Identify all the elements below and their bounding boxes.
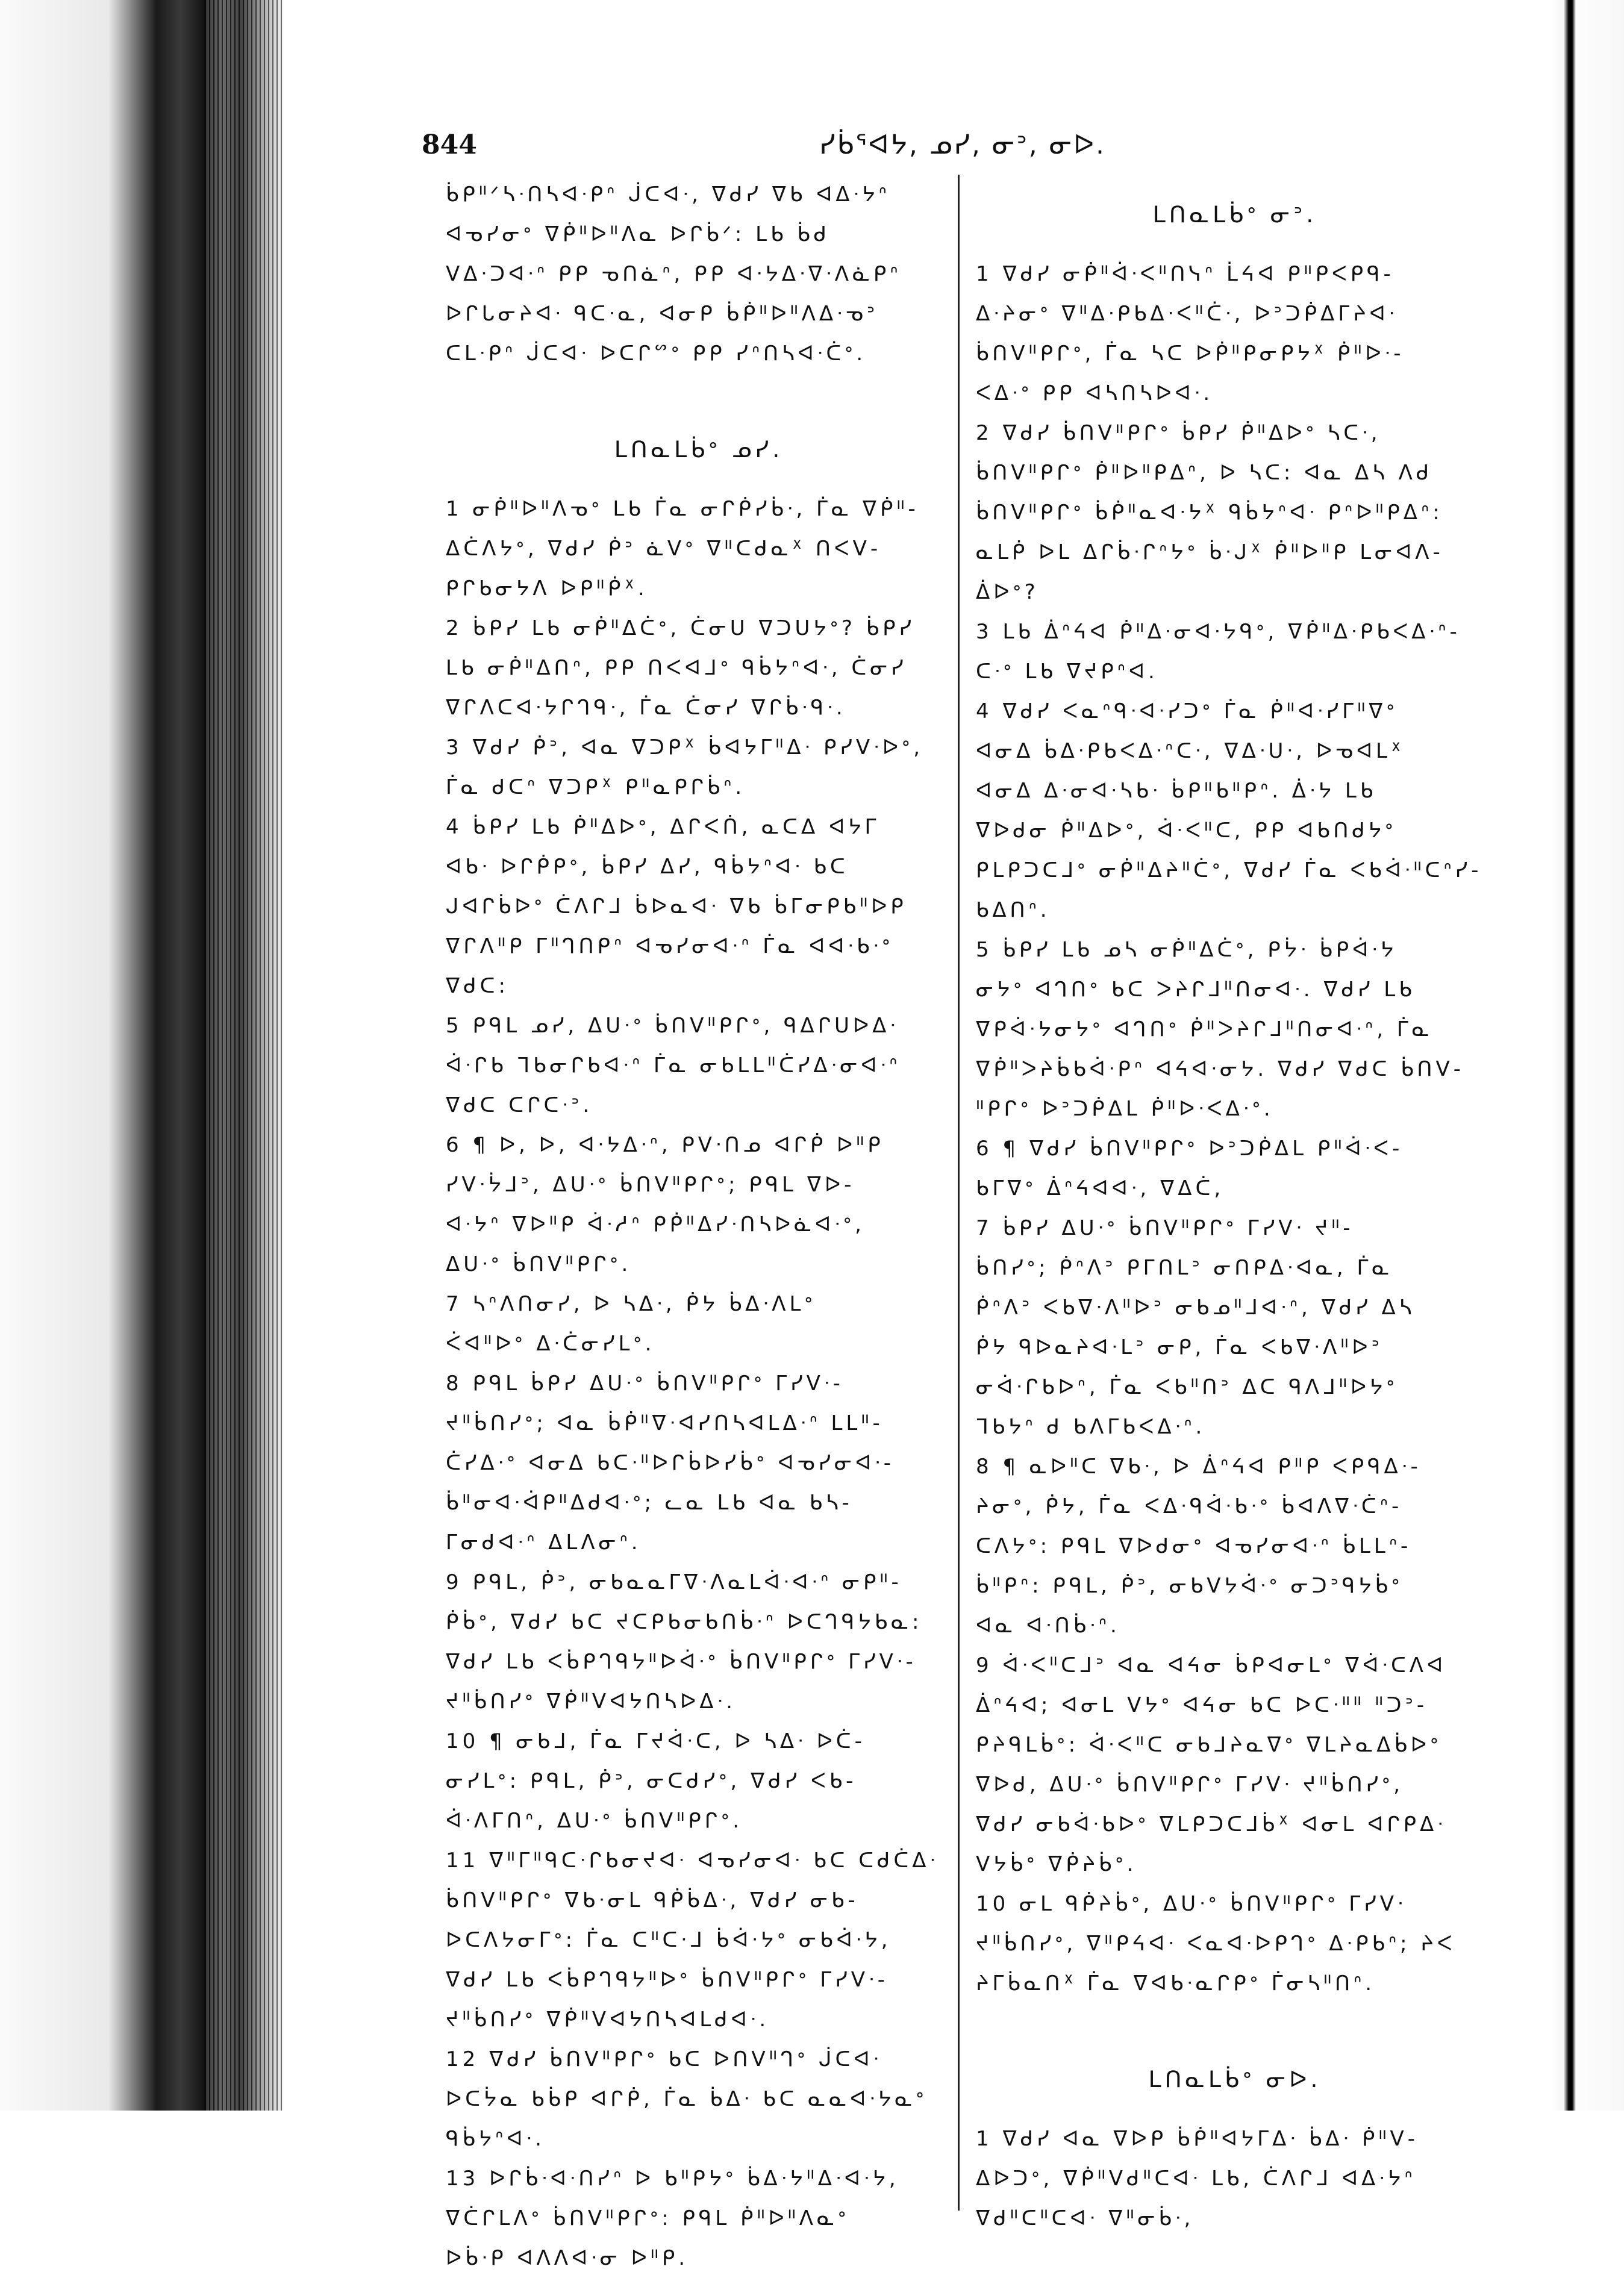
- verse: [976, 1129, 1494, 1208]
- verse-line: 1 ᐁᑯᓯ ᐊᓇ ᐁᐅᑭ ᑳᑮᐦᐊᔭᒥᐃᐧ ᑳᐃᐧ ᑮᐦᐯ-: [976, 2127, 1419, 2151]
- verse-line: ᐁᑭᐋᐧᔭᓂᔭᐤ ᐊᒉᑎᐤ ᑮᐦᐳᔨᒋᒧᐦᑎᓂᐊᐧᐢ, ᒦᓇ: [976, 1017, 1433, 1041]
- verse-line: 13 ᐅᒋᑳᐧᐊᐧᑎᓯᐢ ᐅ ᑲᐦᑭᔭᐤ ᑳᐃᐧᔭᐦᐃᐧᐊᐧᔭ,: [446, 2167, 899, 2191]
- verse-line: ᐅᑕᔮᓇ ᑲᑳᑭ ᐊᒋᑮ, ᒦᓇ ᑳᐃᐧ ᑲᑕ ᓇᓇᐊᐧᔭᓇᐤ: [446, 2087, 928, 2111]
- facing-page-edge: [1552, 0, 1624, 2111]
- verse-line: ᐅᑳᐧᑭ ᐊᐱᐱᐊᐧᓂ ᐅᐦᑭ.: [446, 2246, 689, 2270]
- verse-line: ᐁᑯᑕ:: [446, 974, 509, 998]
- verse-line: 4 ᐁᑯᓯ ᐸᓇᐢᑫᐧᐊᐧᓯᑐᐤ ᒦᓇ ᑮᐦᐊᐧᓯᒥᐦᐁᐤ: [976, 699, 1398, 723]
- verse-line: ᑳᑎᐯᐦᑭᒋᐤ ᐁᑲᐧᓂᒪ ᑫᑮᑳᐃᐧ, ᐁᑯᓯ ᓂᑲ-: [446, 1888, 859, 1912]
- verse-line: ᑖᓯᐃᐧᐤ ᐊᓂᐃ ᑲᑕᐧᐦᐅᒋᑳᐅᓯᑳᐤ ᐊᓀᓯᓂᐊᐧ-: [446, 1451, 895, 1475]
- verse-line: ᐋᐧᐱᒥᑎᐢ, ᐃᑌᐧᐤ ᑳᑎᐯᐦᑭᒋᐤ.: [446, 1809, 743, 1833]
- verse-line: ᓂᓯᒪᐤ: ᑭᑫᒪ, ᑮᐣ, ᓂᑕᑯᓯᐤ, ᐁᑯᓯ ᐸᑲ-: [446, 1769, 857, 1793]
- verse-line: 5 ᑭᑫᒪ ᓄᓯ, ᐃᑌᐧᐤ ᑳᑎᐯᐦᑭᒋᐤ, ᑫᐃᒋᑌᐅᐃᐧ: [446, 1014, 899, 1038]
- verse-line: ᐃᐅᑐᐤ, ᐁᑮᐦᐯᑯᐦᑕᐊᐧ ᒪᑲ, ᑖᐱᒋᒧ ᐊᐃᐧᔭᐢ: [976, 2167, 1416, 2191]
- verse-line: ᑮᑳᐤ, ᐁᑯᓯ ᑲᑕ ᔪᑕᑭᑲᓂᑲᑎᑳᐧᐢ ᐅᑕᒉᑫᔭᑲᓇ:: [446, 1610, 923, 1634]
- verse: [976, 612, 1494, 691]
- verse-line: ᑳᐦᑭᐢ: ᑭᑫᒪ, ᑮᐣ, ᓂᑲᐯᔭᐋᐧᐤ ᓂᑐᐣᑫᔭᑳᐤ: [976, 1574, 1404, 1598]
- verse-line: ᒍᐊᒋᑳᐅᐤ ᑖᐱᒋᒧ ᑳᐅᓇᐊᐧ ᐁᑲ ᑳᒥᓂᑭᑲᐦᐅᑭ: [446, 894, 907, 919]
- verse-line: ᐃᐧᔨᓂᐤ ᐁᐦᐃᐧᑭᑲᐃᐧᐸᐦᑖᐧ, ᐅᐣᑐᑮᐃᒥᔨᐊᐧ: [976, 302, 1398, 326]
- verse-line: 9 ᐋᐧᐸᐦᑕᒧᐣ ᐊᓇ ᐊᔦᓂ ᑳᑭᐊᓂᒪᐤ ᐁᐋᐧᑕᐱᐊ: [976, 1653, 1447, 1677]
- verse-line: ᐁᐅᑯᓂ ᑮᐦᐃᐅᐤ, ᐋᐧᐸᐦᑕ, ᑭᑭ ᐊᑲᑎᑯᔭᐤ: [976, 819, 1397, 843]
- left-column: [446, 175, 952, 2278]
- verse: [446, 807, 952, 1006]
- verse-line: 8 ᑭᑫᒪ ᑳᑭᓯ ᐃᑌᐧᐤ ᑳᑎᐯᐦᑭᒋᐤ ᒥᓯᐯᐧ-: [446, 1371, 844, 1396]
- verse: [976, 1208, 1494, 1447]
- verse-line: 2 ᑳᑭᓯ ᒪᑲ ᓂᑮᐦᐃᑖᐤ, ᑖᓂᑌ ᐁᑐᑌᔭᐤ? ᑳᑭᓯ: [446, 616, 916, 640]
- verse: [976, 930, 1494, 1129]
- verse-line: ᐅᑕᐱᔭᓂᒥᐤ: ᒦᓇ ᑕᐦᑕᐧᒧ ᑳᐋᐧᔭᐤ ᓂᑲᐋᐧᔭ,: [446, 1928, 892, 1952]
- verse-line: ᑳᑎᐯᐦᑭᒋᐤ ᑳᑮᐦᓇᐊᐧᔭᕽ ᑫᑳᔭᐢᐊᐧ ᑭᐢᐅᐦᑭᐃᐢ:: [976, 501, 1443, 525]
- verse: [446, 2039, 952, 2159]
- verse: [446, 1125, 952, 1284]
- verse-line: 12 ᐁᑯᓯ ᑳᑎᐯᐦᑭᒋᐤ ᑲᑕ ᐅᑎᐯᐦᒉᐤ ᒎᑕᐊᐧ: [446, 2047, 882, 2071]
- verse-line: ᐊᓂᐃ ᐃᐧᓂᐊᐧᓴᑲᐧ ᑳᑭᐦᑲᐦᑭᐢ. ᐄᐧᔭ ᒪᑲ: [976, 779, 1377, 803]
- verse: [446, 1284, 952, 1364]
- verse-line: ᑲᐃᑎᐢ.: [976, 898, 1051, 922]
- verse: [976, 413, 1494, 612]
- verse-line: ᑳᐦᓂᐊᐧᐋᑭᐦᐃᑯᐊᐧᐤ; ᓚᓇ ᒪᑲ ᐊᓇ ᑲᓴ-: [446, 1491, 853, 1515]
- right-column: [976, 175, 1494, 2238]
- verse-line: ᐁᑯᐦᑕᐦᑕᐊᐧ ᐁᐦᓂᑳᐧ,: [976, 2206, 1195, 2230]
- verse-line: ᐊᓇ ᐊᐧᑎᑳᐧᐢ.: [976, 1614, 1120, 1638]
- verse-line: ᐯᔭᑳᐤ ᐁᑮᔨᑳᐤ.: [976, 1852, 1137, 1876]
- verse-line: ᑮᔭ ᑫᐅᓇᔨᐊᐧᒪᐣ ᓂᑭ, ᒦᓇ ᐸᑲᐁᐧᐱᐦᐅᐣ: [976, 1335, 1383, 1359]
- verse-line: ᒥᓂᑯᐊᐧᐢ ᐃᒪᐱᓂᐢ.: [446, 1531, 642, 1555]
- verse-line: ᑳᑎᐯᐦᑭᒋᐤ, ᒦᓇ ᓴᑕ ᐅᑮᐦᑭᓂᑭᔭᕽ ᑮᐦᐅᐧ-: [976, 342, 1405, 366]
- verse: [446, 1562, 952, 1721]
- verse-line: 5 ᑳᑭᓯ ᒪᑲ ᓄᓴ ᓂᑮᐦᐃᑖᐤ, ᑭᔮᐧ ᑳᑭᐋᐧᔭ: [976, 938, 1398, 962]
- verse-line: ᐁᑯᓯ ᒪᑲ ᐸᑳᑭᒉᑫᔭᐦᐅᐤ ᑳᑎᐯᐦᑭᒋᐤ ᒥᓯᐯᐧ-: [446, 1968, 889, 1992]
- verse-line: ᐁᑯᓯ ᒪᑲ ᐸᑳᑭᒉᑫᔭᐦᐅᐋᐧᐤ ᑳᑎᐯᐦᑭᒋᐤ ᒥᓯᐯᐧ-: [446, 1650, 917, 1674]
- verse-line: 8 ¶ ᓇᐅᐦᑕ ᐁᑲᐧ, ᐅ ᐄᐢᔦᐊ ᑭᐦᑭ ᐸᑭᑫᐃᐧ-: [976, 1455, 1422, 1479]
- verse-line: ᒦᓇ ᑯᑕᐢ ᐁᑐᑭᕽ ᑭᐦᓇᑭᒋᑳᐢ.: [446, 775, 746, 799]
- verse-line: ᐹᐊᐦᐅᐤ ᐃᐧᑖᓂᓯᒪᐤ.: [446, 1332, 655, 1356]
- verse-line: ᐊᐧᔭᐢ ᐁᐅᐦᑭ ᐋᐧᓱᐢ ᑭᑮᐦᐃᓯᐧᑎᓴᐅᓈᐊᐧᐤ,: [446, 1212, 865, 1237]
- verse-line: ᑭᔨᑫᒪᑳᐤ: ᐋᐧᐸᐦᑕ ᓂᑲᒧᔨᓇᐁᐤ ᐁᒪᔨᓇᐃᑳᐅᐤ: [976, 1733, 1442, 1757]
- verse-line: 11 ᐁᐦᒥᐦᑫᑕᐧᒋᑲᓂᔪᐊᐧ ᐊᓀᓯᓂᐊᐧ ᑲᑕ ᑕᑯᑖᐃᐧ: [446, 1849, 939, 1873]
- verse-line: ᑭᒪᑭᑐᑕᒧᐤ ᓂᑮᐦᐃᔨᐦᑖᐤ, ᐁᑯᓯ ᒦᓇ ᐸᑲᐋᐧᐦᑕᐢᓯ-: [976, 858, 1482, 882]
- verse-line: ᑕᐱᔭᐤ: ᑭᑫᒪ ᐁᐅᑯᓂᐤ ᐊᓀᓯᓂᐊᐧᐢ ᑳᒪᒪᐢ-: [976, 1534, 1412, 1558]
- verse: [976, 2119, 1494, 2238]
- verse-line: ᒪᑲ ᓂᑮᐦᐃᑎᐢ, ᑭᑭ ᑎᐸᐊᒧᐤ ᑫᑳᔭᐢᐊᐧ, ᑖᓂᓯ: [446, 656, 907, 680]
- verse-line: 1 ᐁᑯᓯ ᓂᑮᐦᐋᐧᐸᐦᑎᓭᐢ ᒫᔦᐊ ᑭᐦᑭᐸᑭᑫ-: [976, 262, 1394, 286]
- verse-line: 10 ¶ ᓂᑲᒧ, ᒦᓇ ᒥᔪᐋᐧᑕ, ᐅ ᓴᐃᐧ ᐅᑖ-: [446, 1729, 866, 1753]
- verse-line: ᐊᑲᐧ ᐅᒋᑮᑭᐤ, ᑳᑭᓯ ᐃᓯ, ᑫᑳᔭᐢᐊᐧ ᑲᑕ: [446, 855, 849, 879]
- intro-line: ᐅᒋᒐᓂᔨᐊᐧ ᑫᑕᐧᓇ, ᐊᓂᑭ ᑳᑮᐦᐅᐦᐱᐃᐧᓀᐣ: [446, 302, 879, 326]
- verse: [446, 1841, 952, 2039]
- verse-line: ᑭᒋᑲᓂᔭᐱ ᐅᑭᐦᑮᕽ.: [446, 576, 648, 601]
- verse-line: ᑫᑳᔭᐢᐊᐧ.: [446, 2127, 545, 2151]
- verse-line: 10 ᓂᒪ ᑫᑮᔨᑳᐤ, ᐃᑌᐧᐤ ᑳᑎᐯᐦᑭᒋᐤ ᒥᓯᐯᐧ: [976, 1892, 1407, 1916]
- verse-line: ᔪᐦᑳᑎᓯᐤ ᐁᑮᐦᐯᐊᔭᑎᓴᐊᒪᑯᐊᐧ.: [446, 2008, 770, 2032]
- verse-line: ᐁᒋᐱᐦᑭ ᒥᐦᒉᑎᑭᐢ ᐊᓀᓯᓂᐊᐧᐢ ᒦᓇ ᐊᐊᐧᑲᐧᐤ: [446, 934, 894, 958]
- verse-line: ᐄᐢᔦᐊ; ᐊᓂᒪ ᐯᔭᐤ ᐊᔦᓂ ᑲᑕ ᐅᑕᐧᐦᐦ ᐦᑐᐣ-: [976, 1693, 1428, 1717]
- verse-line: 3 ᒪᑲ ᐄᐢᔦᐊ ᑮᐦᐃᐧᓂᐊᐧᔭᑫᐤ, ᐁᑮᐦᐃᐧᑭᑲᐸᐃᐧᐢ-: [976, 620, 1461, 644]
- chapter-heading: ᒪᑎᓇᒪᑳᐤ ᓂᐅ.: [1148, 2066, 1322, 2092]
- verse-line: ᔪᐦᑳᑎᓯᐤ ᐁᑮᐦᐯᐊᔭᑎᓴᐅᐃᐧ.: [446, 1690, 736, 1714]
- verse-line: ᑮᐢᐱᐣ ᐸᑲᐁᐧᐱᐦᐅᐣ ᓂᑲᓄᐦᒧᐊᐧᐢ, ᐁᑯᓯ ᐃᓴ: [976, 1296, 1416, 1320]
- verse-line: ᐁᒋᐱᑕᐊᐧᔭᒋᒉᑫᐧ, ᒦᓇ ᑖᓂᓯ ᐁᒋᑳᐧᑫᐧ.: [446, 696, 846, 720]
- verse-line: ᓯᐯᐧᔮᒧᐣ, ᐃᑌᐧᐤ ᑳᑎᐯᐦᑭᒋᐤ; ᑭᑫᒪ ᐁᐅ-: [446, 1173, 855, 1197]
- verse-line: ᐸᐃᐧᐤ ᑭᑭ ᐊᓴᑎᓴᐅᐊᐧ.: [976, 381, 1214, 405]
- verse-line: 4 ᑳᑭᓯ ᒪᑲ ᑮᐦᐃᐅᐤ, ᐃᒋᐸᑏ, ᓇᑕᐃ ᐊᔭᒥ: [446, 815, 880, 839]
- intro-line: ᐯᐃᐧᑐᐊᐧᐢ ᑭᑭ ᓀᑎᓈᐢ, ᑭᑭ ᐊᐧᔭᐃᐧᐁᐧᐱᓈᑭᐢ: [446, 262, 902, 286]
- verse-line: ᐁᑮᐦᐳᔨᑳᑲᐋᐧᑭᐢ ᐊᔦᐊᐧᓂᔭ. ᐁᑯᓯ ᐁᑯᑕ ᑳᑎᐯ-: [976, 1057, 1464, 1081]
- verse-line: 6 ¶ ᐅ, ᐅ, ᐊᐧᔭᐃᐧᐢ, ᑭᐯᐧᑎᓄ ᐊᒋᑮ ᐅᐦᑭ: [446, 1133, 884, 1157]
- verse: [446, 1721, 952, 1841]
- verse: [976, 1646, 1494, 1884]
- verse-line: ᔨᓂᐤ, ᑮᔭ, ᒦᓇ ᐸᐃᐧᑫᐋᐧᑲᐧᐤ ᑳᐊᐱᐁᐧᑖᐢ-: [976, 1494, 1403, 1518]
- verse: [446, 728, 952, 807]
- section-spacer: [446, 373, 952, 410]
- verse-line: ᔨᒥᑳᓇᑎᕽ ᒦᓇ ᐁᐊᑲᐧᓇᒋᑭᐤ ᒦᓂᓴᐦᑎᐢ.: [976, 1971, 1376, 1996]
- verse-line: 3 ᐁᑯᓯ ᑮᐣ, ᐊᓇ ᐁᑐᑭᕽ ᑳᐊᔭᒥᐦᐃᐧ ᑭᓯᐯᐧᐅᐤ,: [446, 735, 923, 760]
- intro-line: ᐊᓀᓯᓂᐤ ᐁᑮᐦᐅᐦᐱᓇ ᐅᒋᑳᐟ: ᒪᑲ ᑳᑯ: [446, 222, 830, 246]
- column-divider: [958, 175, 960, 2211]
- verse: [446, 2159, 952, 2278]
- verse-line: 7 ᑳᑭᓯ ᐃᑌᐧᐤ ᑳᑎᐯᐦᑭᒋᐤ ᒥᓯᐯᐧ ᔪᐦ-: [976, 1216, 1354, 1240]
- verse: [976, 254, 1494, 413]
- verse: [446, 1364, 952, 1562]
- verse-line: ᐃᑌᐧᐤ ᑳᑎᐯᐦᑭᒋᐤ.: [446, 1252, 632, 1276]
- verse-line: ᐦᑭᒋᐤ ᐅᐣᑐᑮᐃᒪ ᑮᐦᐅᐧᐸᐃᐧᐤ.: [976, 1097, 1274, 1121]
- verse-line: 6 ¶ ᐁᑯᓯ ᑳᑎᐯᐦᑭᒋᐤ ᐅᐣᑐᑮᐃᒪ ᑭᐦᐋᐧᐸ-: [976, 1137, 1404, 1161]
- section-spacer: [976, 2003, 1494, 2039]
- verse-line: ᐄᐅᐤ?: [976, 580, 1039, 604]
- verse-line: ᑳᑎᓯᐤ; ᑮᐢᐱᐣ ᑭᒥᑎᒪᐣ ᓂᑎᑭᐃᐧᐊᓇ, ᒦᓇ: [976, 1256, 1393, 1280]
- verse-line: ᐁᑯᑕ ᑕᒋᑕᐧᐣ.: [446, 1093, 593, 1117]
- verse-line: ᐁᑯᓯ ᓂᑲᐋᐧᑲᐅᐤ ᐁᒪᑭᑐᑕᒧᑳᕽ ᐊᓂᒪ ᐊᒋᑭᐃᐧ: [976, 1812, 1446, 1836]
- book-page: [283, 0, 1548, 2270]
- verse-line: ᐋᐧᒋᑲ ᒣᑲᓂᒋᑲᐊᐧᐢ ᒦᓇ ᓂᑲᒪᒪᐦᑖᓯᐃᐧᓂᐊᐧᐢ: [446, 1053, 901, 1078]
- verse-line: ᓂᔭᐤ ᐊᒉᑎᐤ ᑲᑕ ᐳᔨᒋᒧᐦᑎᓂᐊᐧ. ᐁᑯᓯ ᒪᑲ: [976, 978, 1416, 1002]
- verse: [976, 1884, 1494, 2003]
- verse-line: ᐃᑖᐱᔭᐤ, ᐁᑯᓯ ᑮᐣ ᓈᐯᐤ ᐁᐦᑕᑯᓇᕽ ᑎᐸᐯ-: [446, 537, 882, 561]
- intro-line: ᑳᑭᐦᐟᓴᐧᑎᓴᐊᐧᑭᐢ ᒎᑕᐊᐧ, ᐁᑯᓯ ᐁᑲ ᐊᐃᐧᔭᐢ: [446, 183, 890, 207]
- verse-line: ᑳᑎᐯᐦᑭᒋᐤ ᑮᐦᐅᐦᑭᐃᐢ, ᐅ ᓴᑕ: ᐊᓇ ᐃᓴ ᐱᑯ: [976, 461, 1433, 485]
- running-title: ᓯᑳᕐᐊᔭ, ᓄᓯ, ᓂᐣ, ᓂᐅ.: [819, 130, 1106, 160]
- verse-line: ᔪᐦᑳᑎᓯᐤ; ᐊᓇ ᑳᑮᐦᐁᐧᐊᓯᑎᓴᐊᒪᐃᐧᐢ ᒪᒪᐦ-: [446, 1411, 884, 1435]
- verse: [976, 1447, 1494, 1646]
- page-stack-edges: [205, 0, 283, 2111]
- verse-line: ᓇᒪᑮ ᐅᒪ ᐃᒋᑳᐧᒋᐢᔭᐤ ᑳᐧᒍᕽ ᑮᐦᐅᐦᑭ ᒪᓂᐊᐱ-: [976, 540, 1444, 564]
- page-number: 844: [422, 130, 477, 160]
- verse: [976, 691, 1494, 930]
- verse-line: ᓂᐋᐧᒋᑲᐅᐢ, ᒦᓇ ᐸᑲᐦᑎᐣ ᐃᑕ ᑫᐱᒧᐦᐅᔭᐤ: [976, 1375, 1398, 1399]
- verse: [446, 608, 952, 728]
- verse-line: 2 ᐁᑯᓯ ᑳᑎᐯᐦᑭᒋᐤ ᑳᑭᓯ ᑮᐦᐃᐅᐤ ᓴᑕᐧ,: [976, 421, 1381, 445]
- chapter-heading: ᒪᑎᓇᒪᑳᐤ ᓂᐣ.: [1152, 201, 1317, 228]
- chapter-heading: ᒪᑎᓇᒪᑳᐤ ᓄᓯ.: [614, 436, 784, 463]
- verse-line: ᔪᐦᑳᑎᓯᐤ, ᐁᐦᑭᔦᐊᐧ ᐸᓇᐊᐧᐅᑭᒉᐤ ᐃᐧᑭᑲᐢ; ᔨᐸ: [976, 1932, 1456, 1956]
- verse: [446, 489, 952, 608]
- verse-line: 9 ᑭᑫᒪ, ᑮᐣ, ᓂᑲᓇᓇᒥᐁᐧᐱᓇᒪᐋᐧᐊᐧᐢ ᓂᑭᐦ-: [446, 1570, 902, 1594]
- verse-line: 1 ᓂᑮᐦᐅᐦᐱᓀᐤ ᒪᑲ ᒦᓇ ᓂᒋᑮᓯᑳᐧ, ᒦᓇ ᐁᑮᐦ-: [446, 497, 919, 521]
- verse-line: 7 ᓴᐢᐱᑎᓂᓯ, ᐅ ᓴᐃᐧ, ᑮᔭ ᑳᐃᐧᐱᒪᐤ: [446, 1292, 816, 1316]
- verse: [446, 1006, 952, 1125]
- verse-line: ᑲᒥᐁᐤ ᐄᐢᔦᐊᐊᐧ, ᐁᐃᑖ,: [976, 1176, 1225, 1200]
- verse-line: ᐁᐅᑯ, ᐃᑌᐧᐤ ᑳᑎᐯᐦᑭᒋᐤ ᒥᓯᐯᐧ ᔪᐦᑳᑎᓯᐤ,: [976, 1773, 1404, 1797]
- intro-line: ᑕᒪᐧᑭᐢ ᒎᑕᐊᐧ ᐅᑕᒋᔥᐤ ᑭᑭ ᓯᐢᑎᓴᐊᐧᑖᐤ.: [446, 342, 867, 366]
- verse-line: ᑕᐧᐤ ᒪᑲ ᐁᔪᑭᐢᐊ.: [976, 660, 1158, 684]
- verse-line: ᒣᑲᔭᐢ ᑯ ᑲᐱᒥᑲᐸᐃᐧᐢ.: [976, 1415, 1206, 1439]
- verse-line: ᐊᓂᐃ ᑳᐃᐧᑭᑲᐸᐃᐧᐢᑕᐧ, ᐁᐃᐧᑌᐧ, ᐅᓀᐊᒪᕽ: [976, 739, 1405, 763]
- verse-line: ᐁᑖᒋᒪᐱᐤ ᑳᑎᐯᐦᑭᒋᐤ: ᑭᑫᒪ ᑮᐦᐅᐦᐱᓇᐤ: [446, 2206, 850, 2230]
- page-header: [283, 130, 1548, 172]
